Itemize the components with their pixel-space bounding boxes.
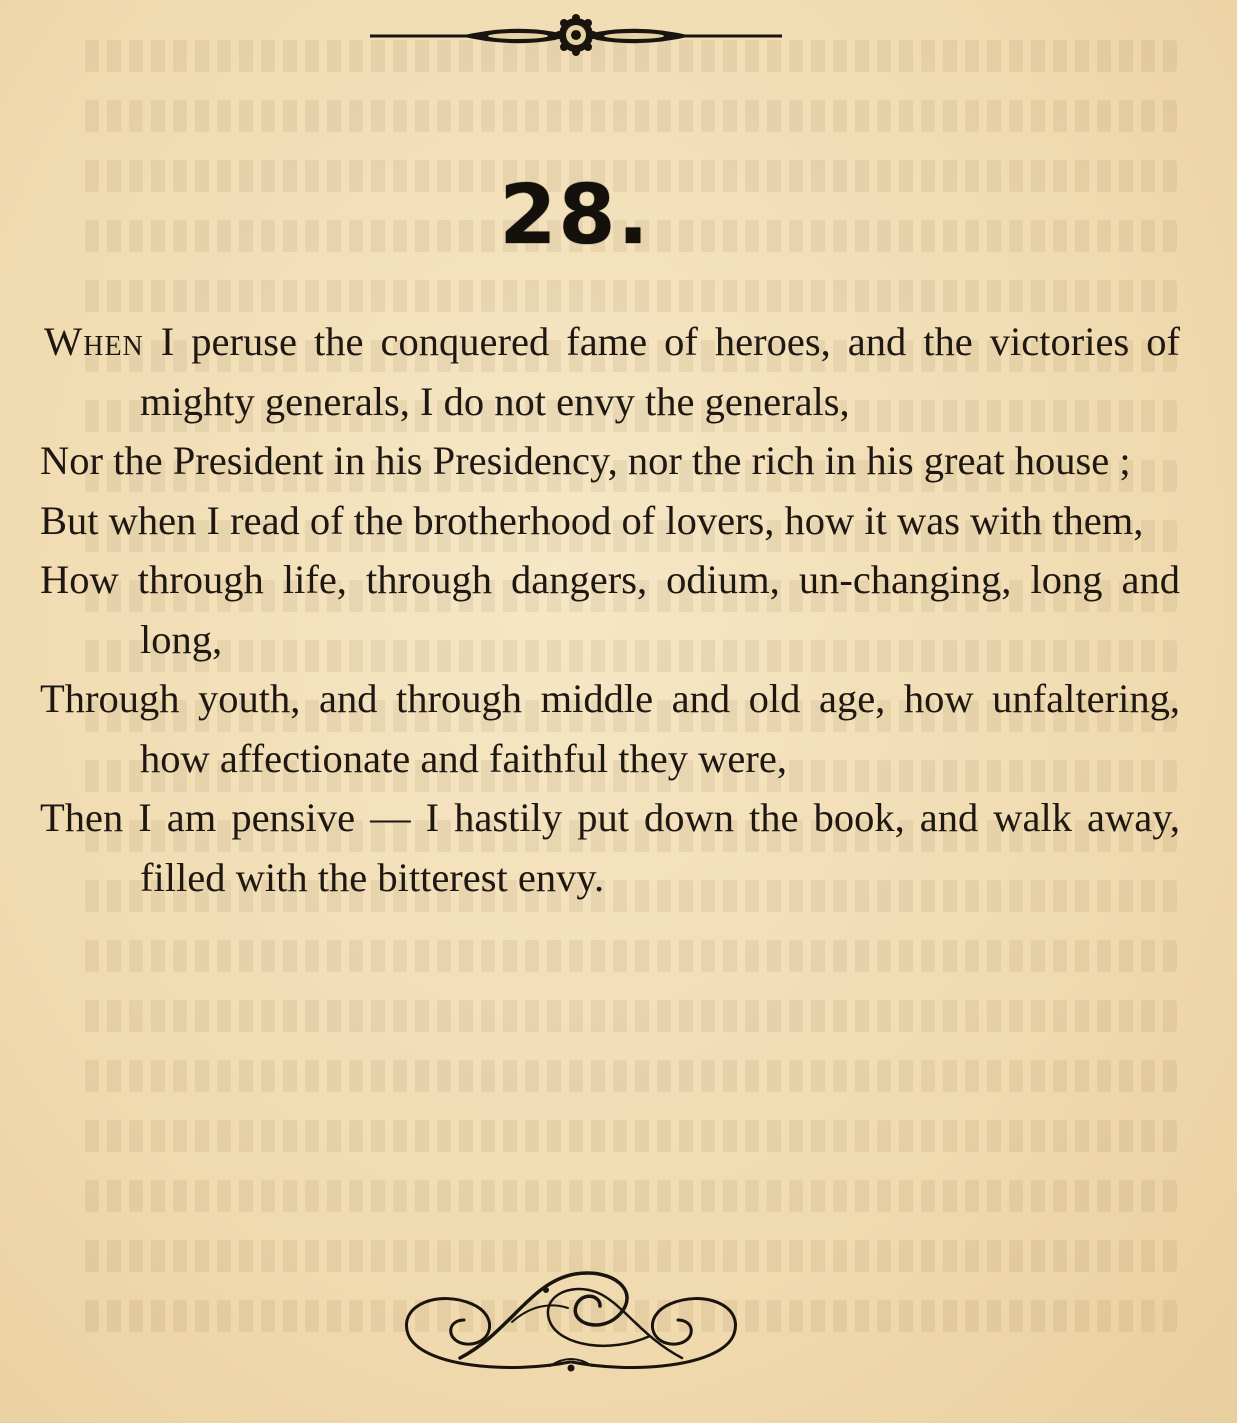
rule-flourish-icon [370, 12, 782, 58]
verse-line-1 [40, 312, 1180, 431]
poem-body [40, 312, 1180, 907]
poem-number: 28. [499, 168, 651, 263]
verse-line-5: Through youth, and through middle and old age, how unfaltering, how affectionate and faithful they were, [40, 676, 1180, 781]
lead-word: When [44, 319, 144, 364]
verse-line-2: Nor the President in his Presidency, nor the rich in his great house ; [40, 438, 1131, 483]
verse-line-4: How through life, through dangers, odium, un-changing, long and long, [40, 557, 1180, 662]
verse-line-1-text: I peruse the conquered fame of heroes, and the victories of mighty generals, I do not envy the generals, [140, 319, 1180, 424]
verse-line-3: But when I read of the brotherhood of lovers, how it was with them, [40, 497, 1144, 543]
scroll-flourish-icon [400, 1262, 742, 1382]
verse-line-6: Then I am pensive — I hastily put down the book, and walk away, filled with the bitterest envy. [40, 795, 1180, 900]
